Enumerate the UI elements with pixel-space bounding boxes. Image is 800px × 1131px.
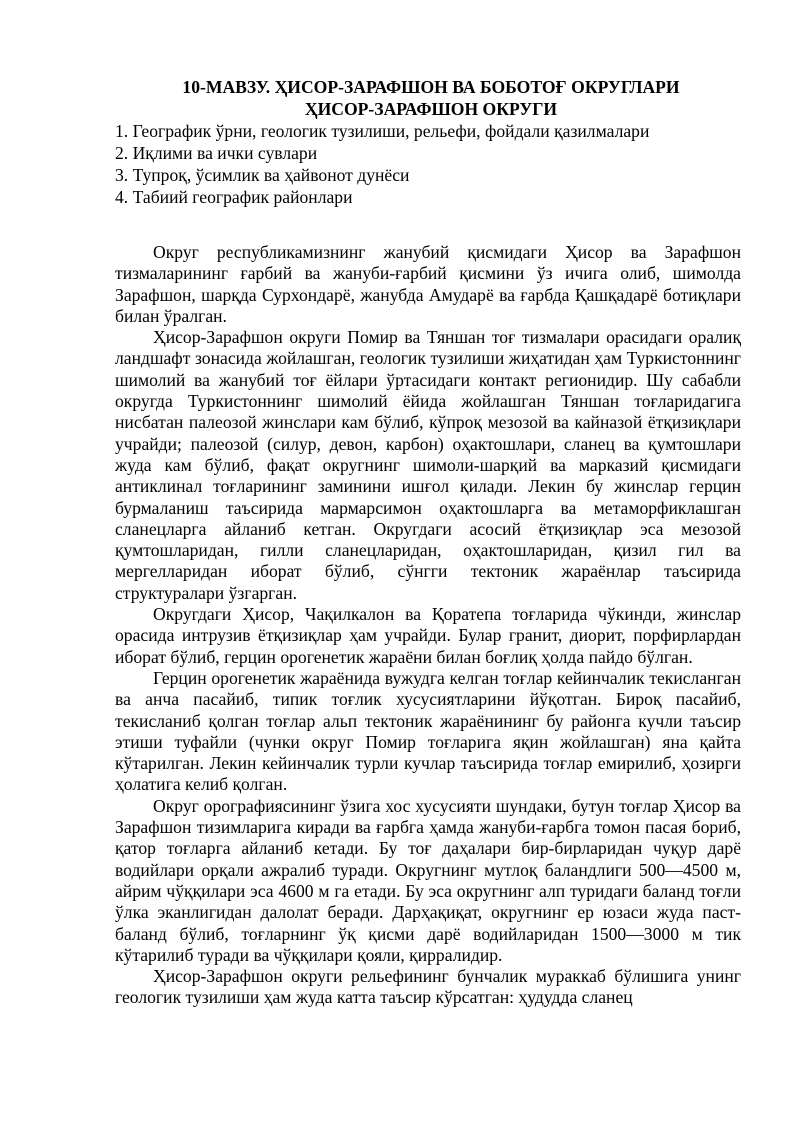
- paragraph: Ҳисор-Зарафшон округи рельефининг бунчалик мураккаб бўлишига унинг геологик тузилиши ҳам жуда катта таъсир кўрсатган: ҳудудда сланец: [115, 966, 741, 1008]
- document-page: [115, 76, 741, 1009]
- title-line-1: 10-МАВЗУ. ҲИСОР-ЗАРАФШОН ВА БОБОТОҒ ОКРУГЛАРИ: [182, 77, 680, 97]
- outline-item: 3. Тупроқ, ўсимлик ва ҳайвонот дунёси: [115, 165, 410, 185]
- outline-item: 4. Табиий географик районлари: [115, 187, 353, 207]
- paragraph: Округдаги Ҳисор, Чақилкалон ва Қоратепа тоғларида чўкинди, жинслар орасида интрузив ётқизиқлар ҳам учрайди. Булар гранит, диорит, порфирлардан иборат бўлиб, герцин орогенетик жараёни билан боғлиқ ҳолда пайдо бўлган.: [115, 604, 741, 667]
- document-body: [115, 242, 741, 1009]
- paragraph: Ҳисор-Зарафшон округи Помир ва Тяншан тоғ тизмалари орасидаги оралиқ ландшафт зонасида жойлашган, геологик тузилиши жиҳатидан ҳам Туркистоннинг шимолий ва жанубий тоғ ёйлари ўртасидаги контакт регионидир. Шу сабабли округда Туркистоннинг шимолий ёйида жойлашган Тяншан тоғларидагига нисбатан палеозой жинслари кам бўлиб, кўпроқ мезозой ва кайназой ётқизиқлари учрайди; палеозой (силур, девон, карбон) оҳактошлари, сланец ва қумтошлари жуда кам бўлиб, фақат округнинг шимоли-шарқий ва марказий қисмидаги антиклинал тоғларининг заминини ишғол қилади. Лекин бу жинслар герцин бурмаланиш таъсирида мармарсимон оҳактошларга ва метаморфиклашган сланецларга айланиб кетган. Округдаги асосий ётқизиқлар эса мезозой қумтошларидан, гилли сланецларидан, оҳактошларидан, қизил гил ва мергелларидан иборат бўлиб, сўнгги тектоник жараёнлар таъсирида структуралари ўзгарган.: [115, 327, 741, 603]
- outline-item: 2. Иқлими ва ички сувлари: [115, 143, 318, 163]
- paragraph: Округ республикамизнинг жанубий қисмидаги Ҳисор ва Зарафшон тизмаларининг ғарбий ва жануби-ғарбий қисмини ўз ичига олиб, шимолда Зарафшон, шарқда Сурхондарё, жанубда Амударё ва ғарбда Қашқадарё ботиқлари билан ўралган.: [115, 242, 741, 326]
- title-line-2: ҲИСОР-ЗАРАФШОН ОКРУГИ: [304, 99, 558, 119]
- outline-item: 1. Географик ўрни, геологик тузилиши, рельефи, фойдали қазилмалари: [115, 121, 650, 141]
- topic-outline: [115, 120, 741, 208]
- paragraph: Герцин орогенетик жараёнида вужудга келган тоғлар кейинчалик текисланган ва анча пасайиб, типик тоғлик хусусиятларини йўқотган. Бироқ пасайиб, текисланиб қолган тоғлар альп тектоник жараёнининг бу районга кучли таъсир этиши туфайли (чунки округ Помир тоғларига яқин жойлашган) яна қайта кўтарилган. Лекин кейинчалик турли кучлар таъсирида тоғлар емирилиб, ҳозирги ҳолатига келиб қолган.: [115, 667, 741, 795]
- paragraph: Округ орографиясининг ўзига хос хусусияти шундаки, бутун тоғлар Ҳисор ва Зарафшон тизимларига киради ва ғарбга ҳамда жануби-ғарбга томон пасая бориб, қатор тоғларга айланиб кетади. Бу тоғ даҳалари бир-бирларидан чуқур дарё водийлари орқали ажралиб туради. Округнинг мутлоқ баландлиги 500—4500 м, айрим чўққилари эса 4600 м га етади. Бу эса округнинг алп туридаги баланд тоғли ўлка эканлигидан далолат беради. Дарҳақиқат, округнинг ер юзаси жуда паст-баланд бўлиб, тоғларнинг ўқ қисми дарё водийларидан 1500—3000 м тик кўтарилиб туради ва чўққилари қояли, қирралидир.: [115, 795, 741, 965]
- document-title: [115, 76, 741, 120]
